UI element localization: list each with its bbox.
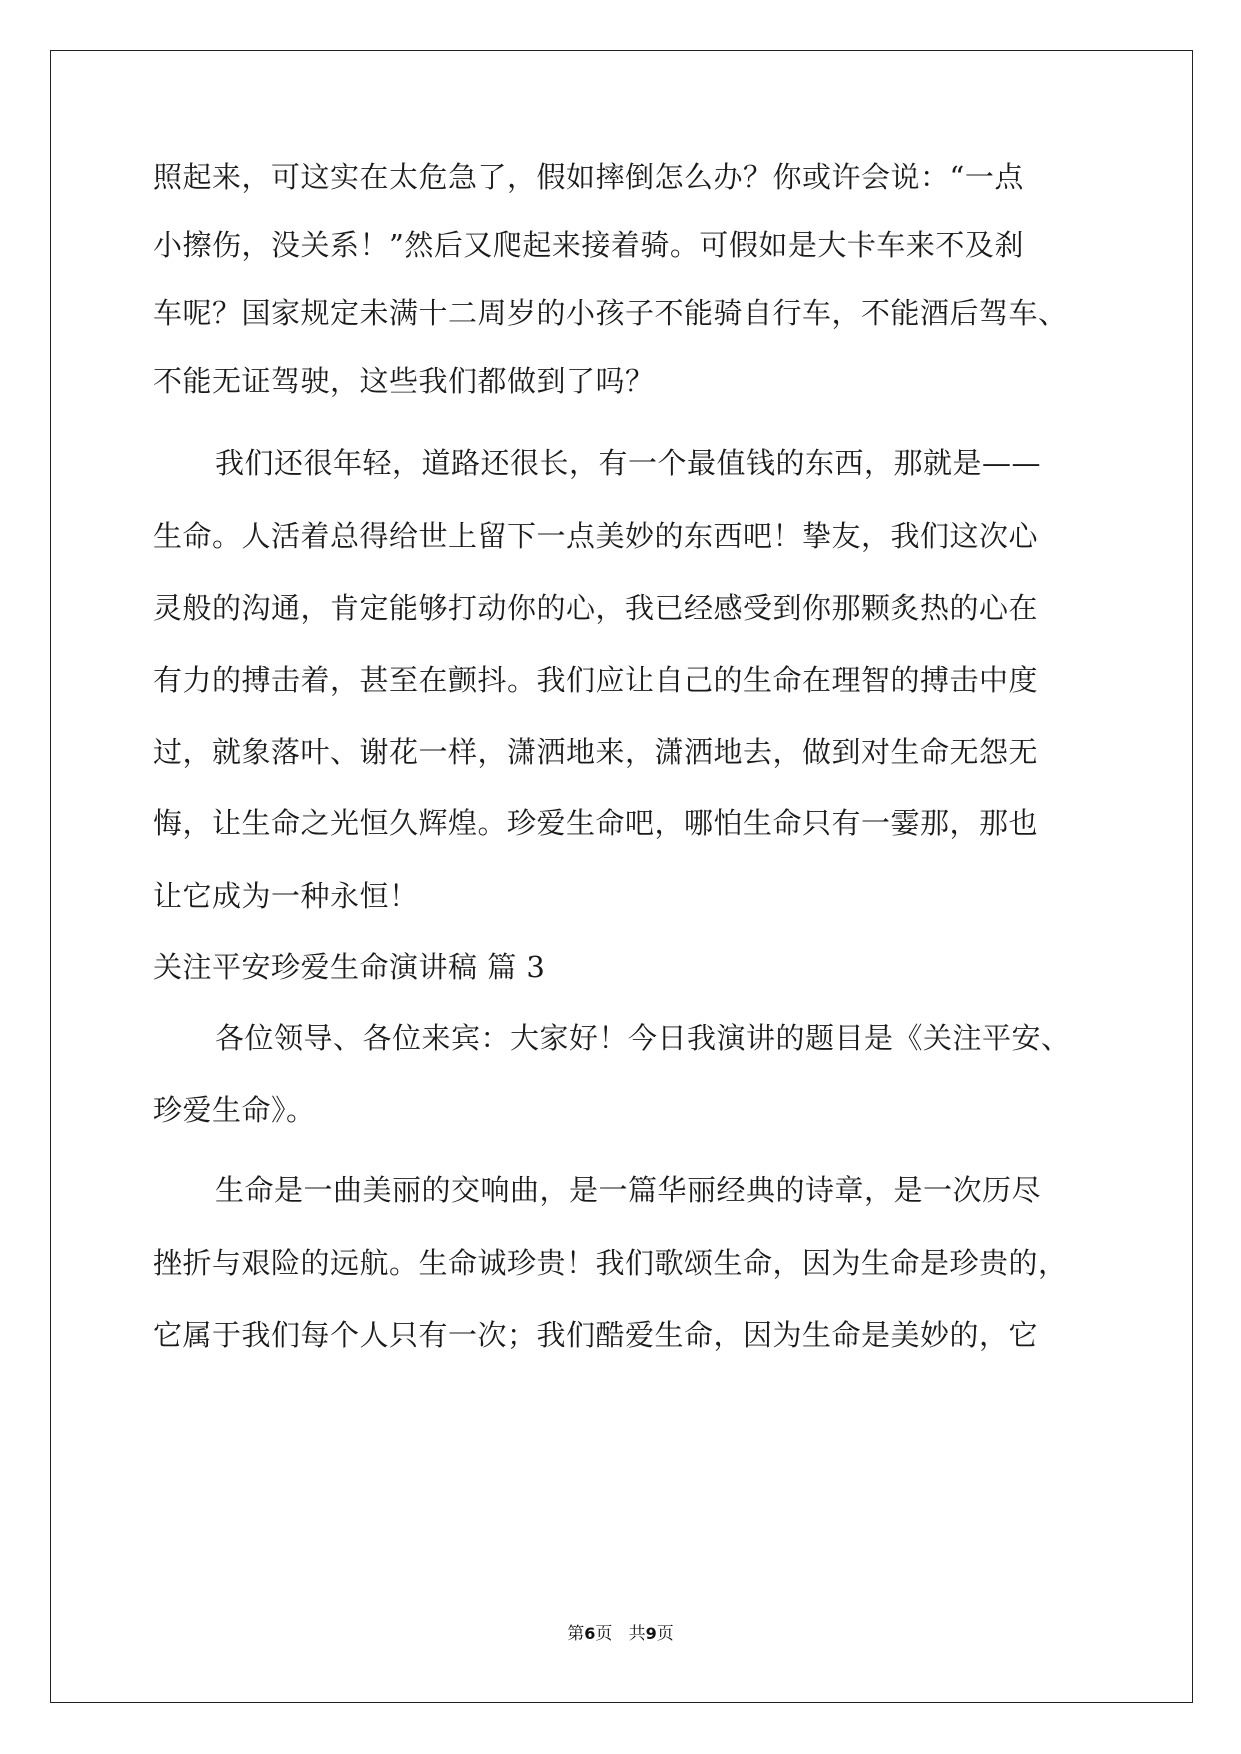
section-heading: 关注平安珍爱生命演讲稿 篇 3 bbox=[153, 950, 546, 984]
text-line: 让它成为一种永恒！ bbox=[153, 879, 419, 913]
text-line: 生命。人活着总得给世上留下一点美妙的东西吧！挚友，我们这次心 bbox=[153, 519, 1039, 553]
text-line: 过，就象落叶、谢花一样，潇洒地来，潇洒地去，做到对生命无怨无 bbox=[153, 735, 1039, 769]
page-number-footer bbox=[0, 1622, 1241, 1646]
text-line: 悔，让生命之光恒久辉煌。珍爱生命吧，哪怕生命只有一霎那，那也 bbox=[153, 806, 1039, 840]
total-page-number: 9 bbox=[645, 1624, 657, 1643]
current-page-number: 6 bbox=[584, 1624, 596, 1643]
text-line: 生命是一曲美丽的交响曲，是一篇华丽经典的诗章，是一次历尽 bbox=[215, 1173, 1042, 1207]
footer-mid: 页 共 bbox=[595, 1624, 646, 1644]
footer-suffix: 页 bbox=[656, 1624, 674, 1644]
text-line: 不能无证驾驶，这些我们都做到了吗？ bbox=[153, 364, 655, 398]
text-line: 车呢？国家规定未满十二周岁的小孩子不能骑自行车，不能酒后驾车、 bbox=[153, 296, 1068, 330]
text-line: 有力的搏击着，甚至在颤抖。我们应让自己的生命在理智的搏击中度 bbox=[153, 663, 1039, 697]
text-line: 我们还很年轻，道路还很长，有一个最值钱的东西，那就是—— bbox=[215, 446, 1042, 480]
text-line: 珍爱生命》。 bbox=[153, 1093, 316, 1127]
footer-prefix: 第 bbox=[567, 1624, 585, 1644]
text-line: 小擦伤，没关系！”然后又爬起来接着骑。可假如是大卡车来不及刹 bbox=[153, 228, 1024, 262]
text-line: 灵般的沟通，肯定能够打动你的心，我已经感受到你那颗炙热的心在 bbox=[153, 591, 1039, 625]
text-line: 它属于我们每个人只有一次；我们酷爱生命，因为生命是美妙的，它 bbox=[153, 1318, 1039, 1352]
text-line: 各位领导、各位来宾：大家好！今日我演讲的题目是《关注平安、 bbox=[215, 1021, 1071, 1055]
text-line: 挫折与艰险的远航。生命诚珍贵！我们歌颂生命，因为生命是珍贵的， bbox=[153, 1246, 1068, 1280]
text-line: 照起来，可这实在太危急了，假如摔倒怎么办？你或许会说：“一点 bbox=[153, 160, 1024, 194]
